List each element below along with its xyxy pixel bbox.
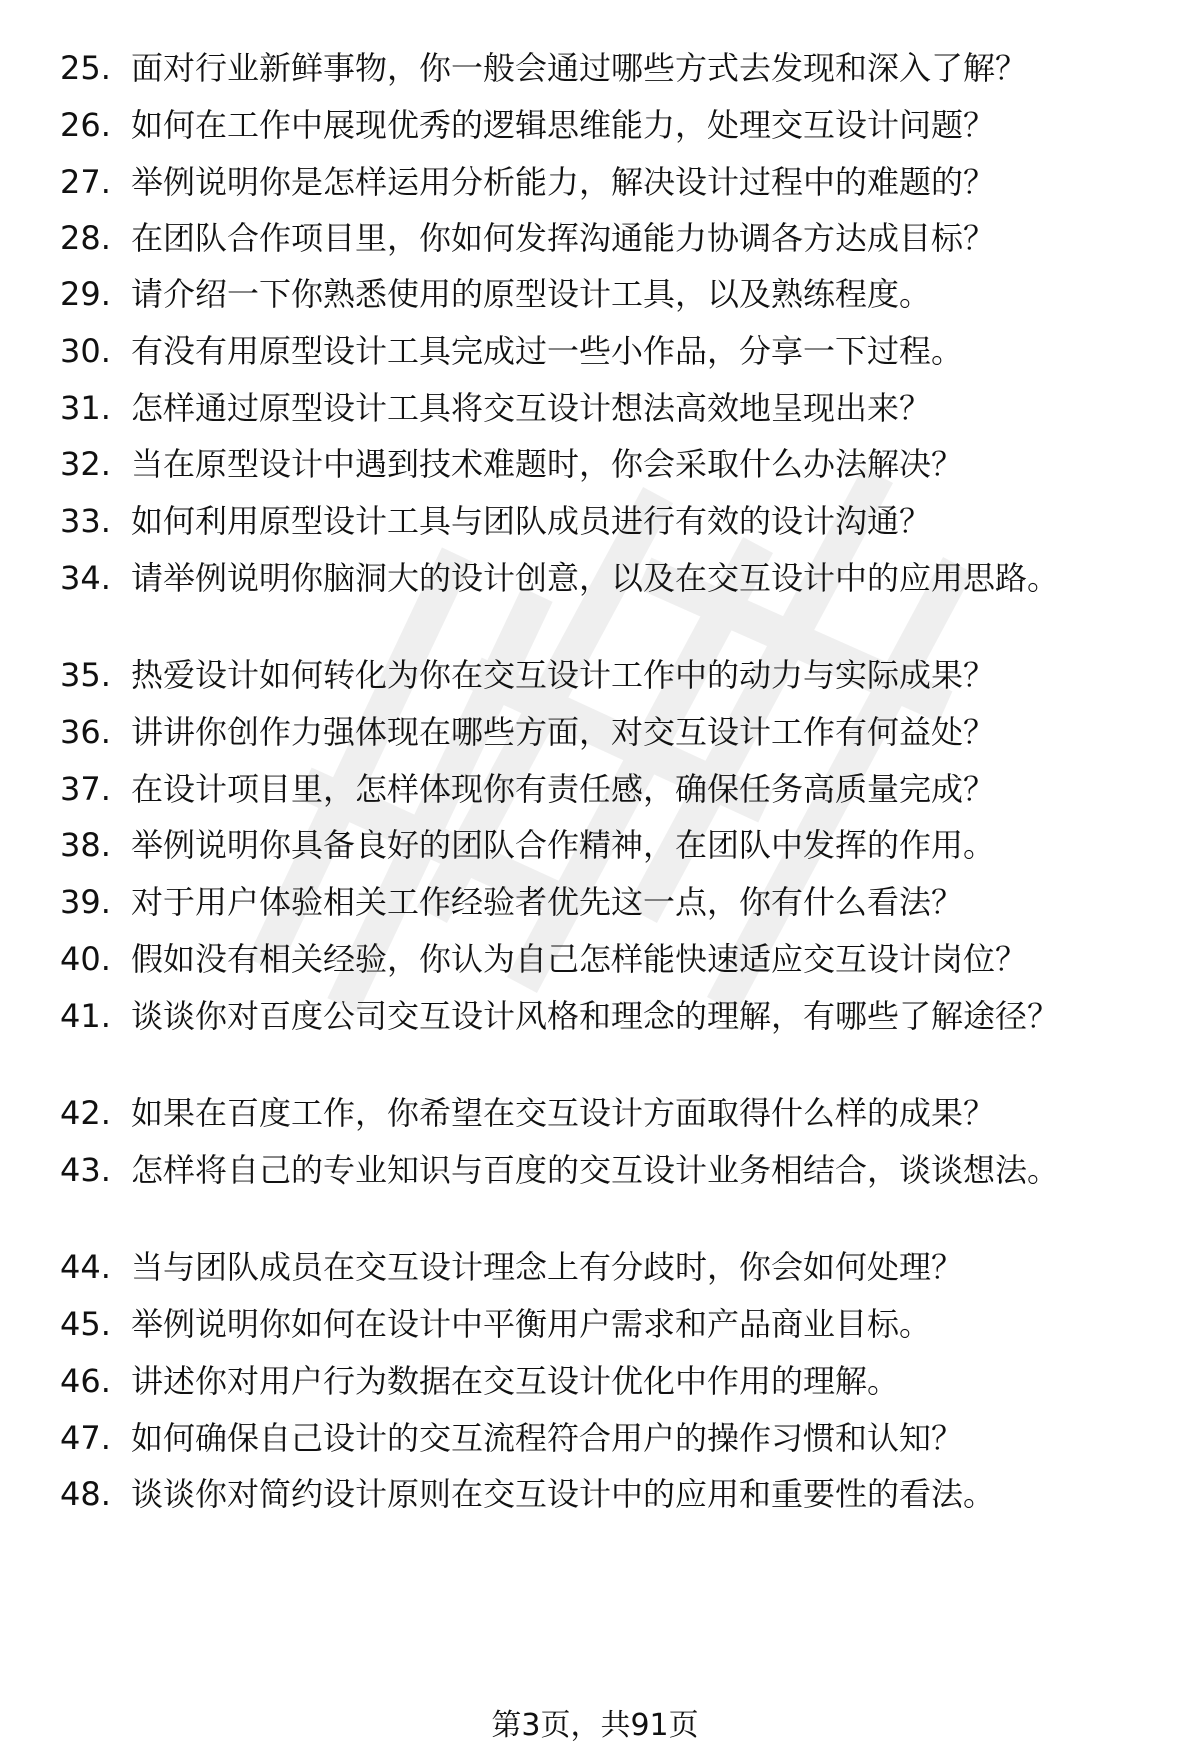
- question-text: 如果在百度工作，你希望在交互设计方面取得什么样的成果？: [131, 1094, 996, 1132]
- question-text: 讲讲你创作力强体现在哪些方面，对交互设计工作有何益处？: [131, 713, 996, 751]
- question-text: 假如没有相关经验，你认为自己怎样能快速适应交互设计岗位？: [131, 940, 1028, 978]
- question-text: 请介绍一下你熟悉使用的原型设计工具，以及熟练程度。: [131, 275, 932, 313]
- question-text: 在团队合作项目里，你如何发挥沟通能力协调各方达成目标？: [131, 219, 996, 257]
- question-text: 对于用户体验相关工作经验者优先这一点，你有什么看法？: [131, 883, 964, 921]
- question-number: 40.: [60, 940, 111, 978]
- question-text: 怎样将自己的专业知识与百度的交互设计业务相结合，谈谈想法。: [131, 1151, 1060, 1189]
- question-text: 在设计项目里，怎样体现你有责任感，确保任务高质量完成？: [131, 770, 996, 808]
- question-number: 39.: [60, 883, 111, 921]
- question-number: 34.: [60, 559, 111, 597]
- question-text: 当在原型设计中遇到技术难题时，你会采取什么办法解决？: [131, 445, 964, 483]
- page-number: 第3页，共91页: [491, 1708, 699, 1743]
- question-text: 举例说明你如何在设计中平衡用户需求和产品商业目标。: [131, 1305, 932, 1343]
- question-number: 48.: [60, 1475, 111, 1513]
- question-number: 45.: [60, 1305, 111, 1343]
- question-number: 36.: [60, 713, 111, 751]
- question-number: 43.: [60, 1151, 111, 1189]
- question-number: 32.: [60, 445, 111, 483]
- question-text: 举例说明你具备良好的团队合作精神，在团队中发挥的作用。: [131, 826, 996, 864]
- question-text: 讲述你对用户行为数据在交互设计优化中作用的理解。: [131, 1362, 900, 1400]
- question-number: 33.: [60, 502, 111, 540]
- question-text: 如何利用原型设计工具与团队成员进行有效的设计沟通？: [131, 502, 932, 540]
- question-number: 38.: [60, 826, 111, 864]
- question-number: 44.: [60, 1248, 111, 1286]
- question-number: 37.: [60, 770, 111, 808]
- question-number: 25.: [60, 49, 111, 87]
- question-number: 31.: [60, 389, 111, 427]
- question-number: 47.: [60, 1419, 111, 1457]
- question-text: 举例说明你是怎样运用分析能力，解决设计过程中的难题的？: [131, 163, 996, 201]
- question-number: 26.: [60, 106, 111, 144]
- question-number: 28.: [60, 219, 111, 257]
- question-number: 42.: [60, 1094, 111, 1132]
- question-number: 29.: [60, 275, 111, 313]
- question-text: 请举例说明你脑洞大的设计创意，以及在交互设计中的应用思路。: [131, 559, 1060, 597]
- question-text: 当与团队成员在交互设计理念上有分歧时，你会如何处理？: [131, 1248, 964, 1286]
- question-number: 41.: [60, 997, 111, 1035]
- question-text: 热爱设计如何转化为你在交互设计工作中的动力与实际成果？: [131, 656, 996, 694]
- question-number: 35.: [60, 656, 111, 694]
- question-number: 46.: [60, 1362, 111, 1400]
- question-text: 谈谈你对简约设计原则在交互设计中的应用和重要性的看法。: [131, 1475, 996, 1513]
- question-text: 怎样通过原型设计工具将交互设计想法高效地呈现出来？: [131, 389, 932, 427]
- question-text: 如何确保自己设计的交互流程符合用户的操作习惯和认知？: [131, 1419, 964, 1457]
- question-text: 谈谈你对百度公司交互设计风格和理念的理解，有哪些了解途径？: [131, 997, 1060, 1035]
- question-number: 27.: [60, 163, 111, 201]
- question-text: 面对行业新鲜事物，你一般会通过哪些方式去发现和深入了解？: [131, 49, 1028, 87]
- question-number: 30.: [60, 332, 111, 370]
- question-text: 有没有用原型设计工具完成过一些小作品，分享一下过程。: [131, 332, 964, 370]
- question-text: 如何在工作中展现优秀的逻辑思维能力，处理交互设计问题？: [131, 106, 996, 144]
